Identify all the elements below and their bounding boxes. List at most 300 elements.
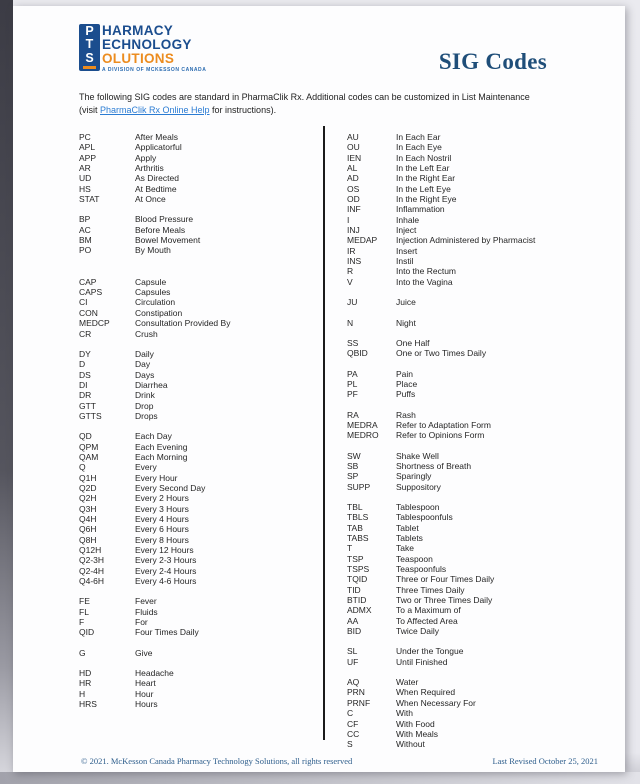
sig-row [347,277,619,287]
sig-row [347,297,619,307]
sig-row [79,627,319,637]
sig-row [79,617,319,627]
sig-code: DR [79,390,92,401]
sig-row [347,266,619,276]
sig-code: PL [347,378,358,389]
sig-code: AU [347,132,359,142]
sig-row [79,173,319,183]
sig-code: TID [347,584,361,595]
sig-row [347,574,619,584]
sig-description: After Meals [135,132,178,142]
sig-code: I [347,214,350,225]
sig-code: AR [79,163,91,174]
sig-description: Teaspoonfuls [396,564,447,575]
sig-description: With [396,708,413,719]
sig-row [347,338,619,348]
sig-row [347,512,619,522]
sig-description: Juice [396,297,416,308]
sig-code: CC [347,728,360,739]
sig-code: CAP [79,276,97,287]
sig-group [79,668,319,709]
sig-code: UF [347,656,359,667]
sig-row [79,214,319,224]
sig-code: QPM [79,441,99,452]
sig-description: Tablet [396,522,419,533]
sig-row [79,504,319,514]
sig-row [79,194,319,204]
sig-code: TSPS [347,564,370,575]
sig-group [79,648,319,658]
sig-code: PO [79,245,92,256]
logo-letter-t: T [85,37,94,52]
sig-row [347,184,619,194]
document-page [13,6,625,772]
sig-code: TBL [347,501,363,512]
sig-description: Headache [135,668,174,679]
sig-code: D [79,359,86,370]
sig-code: AA [347,615,359,626]
sig-description: Every 3 Hours [135,503,189,514]
sig-code: FE [79,596,90,607]
sig-row [79,566,319,576]
sig-code: MEDRO [347,430,379,441]
sig-description: Every Second Day [135,482,206,493]
sig-code: Q [79,462,86,473]
sig-row [79,431,319,441]
sig-row [79,235,319,245]
page-title: SIG Codes [438,49,547,75]
sig-code: OD [347,194,360,205]
sig-row [347,739,619,749]
sig-row [347,204,619,214]
sig-code: QAM [79,451,99,462]
sig-description: For [135,617,148,628]
sig-row [79,411,319,421]
sig-code: APL [79,142,96,153]
intro-text-after: for instructions). [209,104,277,115]
sig-description: Place [396,378,418,389]
sig-row [347,389,619,399]
logo-text [102,24,206,73]
sig-group [347,132,619,287]
sig-description: Every [135,462,157,473]
sig-row [347,430,619,440]
sig-description: Each Morning [135,451,188,462]
sig-code: GTT [79,400,96,411]
sig-row [347,461,619,471]
sig-row [79,184,319,194]
sig-description: Puffs [396,389,416,400]
sig-row [79,401,319,411]
sig-row [347,523,619,533]
sig-group [347,369,619,400]
sig-description: Daily [135,348,154,359]
sig-code: AL [347,163,358,174]
sig-code: OS [347,183,360,194]
sig-description: Every 2-4 Hours [135,565,197,576]
sig-group [347,338,619,359]
sig-description: Every 2-3 Hours [135,555,197,566]
sig-description: Capsule [135,276,167,287]
pts-logo [79,24,206,73]
sig-description: Every 2 Hours [135,493,189,504]
sig-description: Every 6 Hours [135,524,189,535]
sig-row [347,708,619,718]
sig-description: Shortness of Breath [396,460,472,471]
column-divider-line [323,126,325,740]
sig-description: Crush [135,328,158,339]
sig-row [79,607,319,617]
sig-description: In Each Ear [396,132,441,142]
sig-code: BP [79,214,91,225]
sig-row [79,555,319,565]
sig-row [79,514,319,524]
sig-row [79,689,319,699]
photo-left-edge [0,0,13,784]
sig-row [347,729,619,739]
sig-description: Sparingly [396,471,432,482]
sig-description: Inhale [396,214,420,225]
sig-code: FL [79,606,89,617]
sig-code: S [347,739,353,750]
sig-code: SL [347,646,358,657]
sig-code: STAT [79,194,100,205]
sig-group [347,451,619,492]
sig-description: Insert [396,245,418,256]
sig-row [79,452,319,462]
sig-code: SS [347,337,359,348]
sig-description: Drops [135,410,158,421]
sig-code: QD [79,431,92,442]
sig-row [347,543,619,553]
sig-row [79,132,319,142]
sig-column-right [347,132,619,750]
sig-row [347,451,619,461]
sig-code: OU [347,142,360,153]
sig-description: Night [396,317,416,328]
sig-group [79,431,319,586]
sig-code: PF [347,389,358,400]
sig-description: Refer to Opinions Form [396,430,485,441]
sig-row [79,142,319,152]
sig-description: Days [135,369,155,380]
sig-code: DS [79,369,91,380]
sig-description: Twice Daily [396,626,439,637]
sig-code: T [347,543,353,554]
sig-code: TABS [347,533,369,543]
sig-description: Diarrhea [135,379,168,390]
sig-description: Pain [396,368,414,379]
sig-description: At Once [135,194,166,205]
sig-row [79,483,319,493]
sig-description: When Necessary For [396,697,476,708]
sig-row [79,308,319,318]
sig-row [347,318,619,328]
sig-description: In the Right Eye [396,194,457,205]
sig-row [79,370,319,380]
sig-row [347,369,619,379]
sig-row [79,297,319,307]
sig-code: SUPP [347,481,371,492]
sig-description: Refer to Adaptation Form [396,419,491,430]
sig-description: To Affected Area [396,615,458,626]
sig-description: Inject [396,225,417,236]
sig-code: H [79,688,86,699]
sig-code: G [79,647,86,658]
logo-tagline: A DIVISION OF MCKESSON CANADA [102,67,207,74]
sig-description: As Directed [135,173,179,184]
sig-code: MEDRA [347,419,378,430]
sig-description: Each Evening [135,441,188,452]
sig-row [347,554,619,564]
sig-description: Apply [135,152,157,163]
sig-description: Before Meals [135,224,186,235]
sig-row [347,646,619,656]
sig-row [79,318,319,328]
sig-row [347,698,619,708]
sig-description: Three Times Daily [396,584,465,595]
sig-row [79,473,319,483]
sig-description: Bowel Movement [135,235,201,246]
sig-code: UD [79,173,92,184]
sig-code: Q2-3H [79,555,105,566]
sig-row [347,153,619,163]
sig-description: Tablespoonfuls [396,512,453,523]
sig-code: R [347,266,354,277]
sig-code: AQ [347,677,360,688]
sig-description: Every 8 Hours [135,534,189,545]
sig-description: Circulation [135,297,176,308]
sig-row [79,678,319,688]
sig-code: CON [79,307,98,318]
sig-description: Arthritis [135,163,164,174]
sig-row [79,462,319,472]
sig-description: With Meals [396,728,439,739]
sig-row [79,245,319,255]
online-help-link[interactable]: PharmaClik Rx Online Help [100,104,210,115]
footer-copyright: © 2021. McKesson Canada Pharmacy Technology Solutions, all rights reserved [81,756,353,766]
sig-group [79,214,319,255]
sig-description: Injection Administered by Pharmacist [396,235,536,246]
footer-last-revised: Last Revised October 25, 2021 [492,756,598,766]
logo-line-technology: ECHNOLOGY [102,36,192,52]
sig-row [347,348,619,358]
sig-code: IR [347,245,356,256]
pts-logo-box [79,24,100,71]
logo-letter-p: P [85,24,94,38]
sig-code: APP [79,152,97,163]
sig-code: TBLS [347,512,369,523]
sig-row [79,287,319,297]
intro-text-before: The following SIG codes are standard in PharmaClik Rx. Additional codes can be customized in List Maintenance (visit [79,92,530,115]
sig-description: One or Two Times Daily [396,348,487,359]
sig-code: MEDCP [79,318,110,329]
sig-code: BM [79,235,92,246]
sig-description: Hour [135,688,154,699]
sig-code: TQID [347,574,368,585]
sig-description: Every Hour [135,472,178,483]
intro-paragraph [79,91,547,116]
sig-description: Instil [396,256,414,267]
sig-description: Without [396,739,425,750]
sig-code: TSP [347,553,364,564]
sig-code: Q4-6H [79,576,105,587]
sig-row [347,677,619,687]
sig-description: Four Times Daily [135,627,199,638]
sig-code: INF [347,204,361,215]
logo-letter-s: S [85,50,94,65]
sig-row [347,142,619,152]
sig-row [347,163,619,173]
sig-description: Fever [135,596,157,607]
sig-description: Inflammation [396,204,445,215]
sig-description: Two or Three Times Daily [396,595,493,606]
sig-code: Q2D [79,482,97,493]
sig-row [79,535,319,545]
sig-description: Drink [135,390,155,401]
sig-row [79,390,319,400]
sig-row [79,668,319,678]
sig-description: Applicatorful [135,142,182,153]
sig-description: Shake Well [396,450,439,461]
sig-row [79,545,319,555]
sig-row [79,699,319,709]
sig-group [347,646,619,667]
sig-row [79,359,319,369]
sig-code: QID [79,627,95,638]
sig-description: Drop [135,400,154,411]
sig-description: Under the Tongue [396,646,464,657]
logo-line-pharmacy: HARMACY [102,23,174,38]
sig-description: In the Left Eye [396,183,451,194]
sig-row [347,626,619,636]
sig-code: SW [347,450,361,461]
sig-code: TAB [347,522,363,533]
sig-code: PC [79,132,91,142]
sig-description: One Half [396,337,430,348]
sig-code: Q3H [79,503,97,514]
sig-row [347,533,619,543]
sig-code: Q12H [79,545,102,556]
sig-description: In the Left Ear [396,163,450,174]
sig-code: INJ [347,225,360,236]
sig-code: PRNF [347,697,371,708]
sig-group [79,596,319,637]
sig-row [347,379,619,389]
sig-code: HRS [79,699,97,710]
sig-description: Every 12 Hours [135,545,194,556]
sig-description: Tablespoon [396,501,440,512]
sig-row [347,410,619,420]
sig-code: DY [79,348,91,359]
sig-description: Into the Vagina [396,276,453,287]
sig-code: CR [79,328,92,339]
sig-code: HR [79,678,92,689]
sig-row [79,576,319,586]
sig-description: By Mouth [135,245,171,256]
sig-row [347,616,619,626]
sig-code: SP [347,471,359,482]
sig-description: Rash [396,409,416,420]
sig-description: With Food [396,718,435,729]
sig-code: Q6H [79,524,97,535]
sig-description: Consultation Provided By [135,318,231,329]
sig-code: CF [347,718,359,729]
sig-code: PRN [347,687,365,698]
sig-code: HD [79,668,92,679]
sig-description: At Bedtime [135,183,177,194]
sig-description: In the Right Ear [396,173,456,184]
sig-row [347,235,619,245]
sig-description: Tablets [396,533,423,543]
sig-code: Q1H [79,472,97,483]
sig-description: Each Day [135,431,172,442]
sig-row [347,595,619,605]
sig-row [347,502,619,512]
sig-description: Suppository [396,481,441,492]
sig-code: BID [347,626,362,637]
sig-row [347,173,619,183]
sig-code: Q4H [79,514,97,524]
sig-row [79,153,319,163]
sig-description: Fluids [135,606,158,617]
sig-row [347,719,619,729]
sig-code: Q8H [79,534,97,545]
sig-code: ADMX [347,605,372,616]
sig-row [347,215,619,225]
sig-row [79,277,319,287]
sig-group [347,677,619,749]
sig-code: RA [347,409,359,420]
sig-description: Blood Pressure [135,214,194,225]
sig-row [347,564,619,574]
sig-row [79,329,319,339]
sig-description: Teaspoon [396,553,433,564]
sig-row [79,163,319,173]
sig-code: CI [79,297,88,308]
sig-description: Hours [135,699,158,710]
sig-row [347,585,619,595]
sig-description: Every 4 Hours [135,514,189,524]
sig-description: Give [135,647,153,658]
sig-description: Take [396,543,414,554]
sig-row [79,225,319,235]
sig-group [347,297,619,307]
sig-code: C [347,708,354,719]
sig-column-left [79,132,319,710]
sig-row [347,246,619,256]
sig-row [347,482,619,492]
sig-code: SB [347,460,359,471]
sig-group [347,318,619,328]
sig-group [347,502,619,636]
sig-row [79,493,319,503]
sig-row [79,442,319,452]
logo-line-solutions: OLUTIONS [102,50,175,66]
sig-description: Three or Four Times Daily [396,574,495,585]
sig-code: N [347,317,354,328]
sig-code: AC [79,224,91,235]
page-header [13,6,625,73]
sig-group [347,410,619,441]
sig-description: Until Finished [396,656,448,667]
sig-code: V [347,276,353,287]
sig-description: In Each Nostril [396,152,452,163]
sig-description: Water [396,677,419,688]
sig-code: CAPS [79,287,103,298]
sig-code: AD [347,173,359,184]
sig-code: F [79,617,85,628]
